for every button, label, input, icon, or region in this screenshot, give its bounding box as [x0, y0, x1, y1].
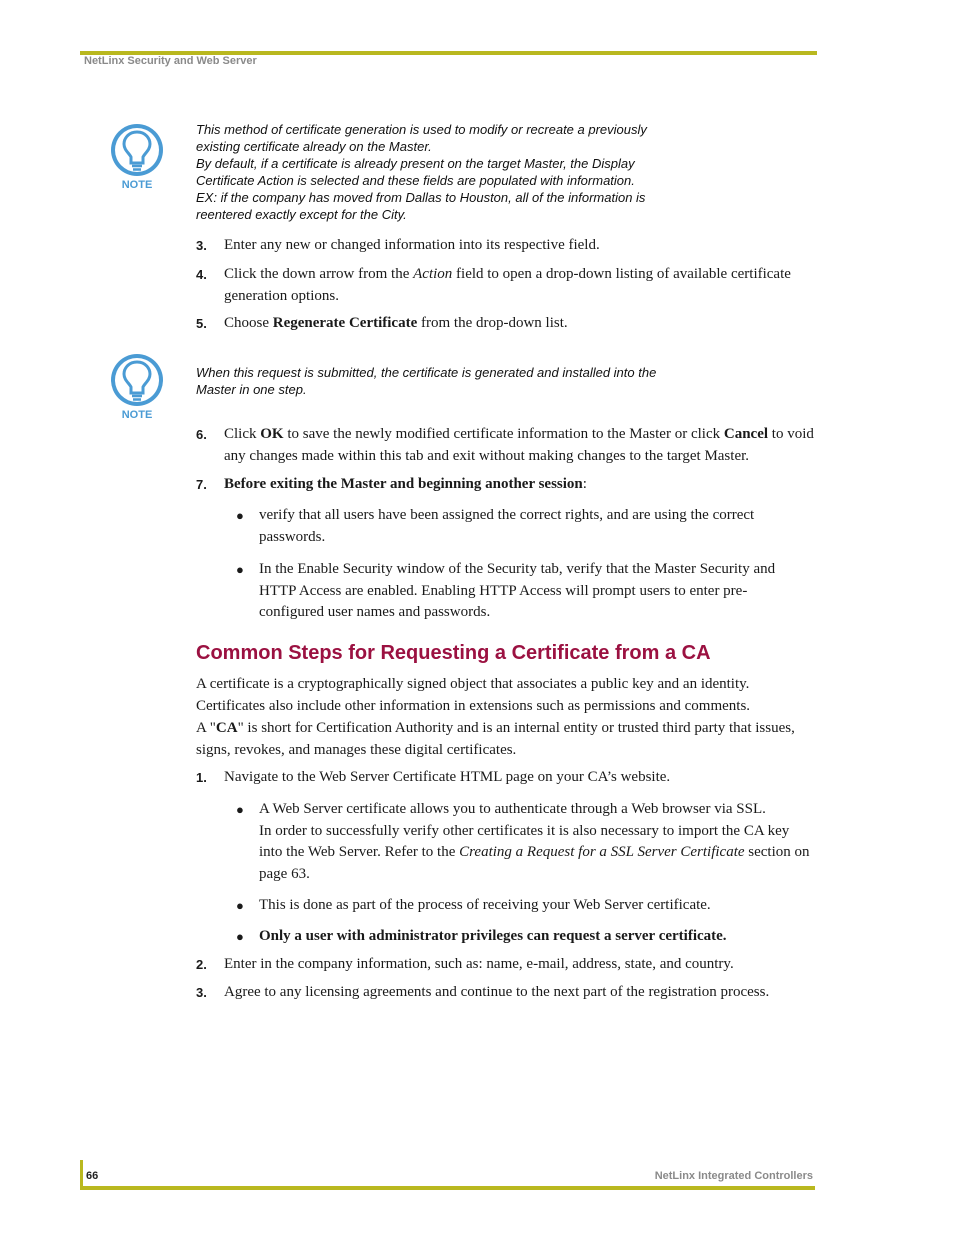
note-label: NOTE — [121, 409, 153, 421]
running-header: NetLinx Security and Web Server — [84, 55, 257, 67]
intro-paragraph-2: A "CA" is short for Certification Authority and is an internal entity or trusted third party that issues, signs, revokes, and manages these digital certificates. — [196, 720, 795, 758]
page-number: 66 — [86, 1170, 99, 1182]
step-7: 7. Before exiting the Master and beginning another session: — [196, 476, 587, 492]
bullet-dot-icon: ● — [236, 802, 244, 817]
step-3: 3. Enter any new or changed information into its respective field. — [196, 237, 600, 253]
lightbulb-note-icon — [108, 122, 166, 192]
step-b1: 1. Navigate to the Web Server Certificate HTML page on your CA’s website. — [196, 769, 671, 785]
note-text-2: When this request is submitted, the certificate is generated and installed into the Master in one step. — [196, 365, 657, 397]
note-text-1: This method of certificate generation is used to modify or recreate a previously existing certificate already on the Master. By default, if a certificate is already present on the target Master, the Display Certificate Action is selected and these fields are populated with information. EX: if the company has moved from Dallas to Houston, all of the information is reentered exactly except for the City. — [196, 122, 647, 222]
intro-paragraph-1: A certificate is a cryptographically signed object that associates a public key and an identity. Certificates also include other information in extensions such as permissions and comments. — [196, 676, 751, 714]
bullet-web-server-cert: ● A Web Server certificate allows you to authenticate through a Web browser via SSL. In order to successfully verify other certificates it is also necessary to import the CA key into the Web Server. Refer to the Creating a Request for a SSL Server Certificate section on page 63. — [236, 801, 810, 882]
running-footer: NetLinx Integrated Controllers — [654, 1170, 813, 1182]
note-label: NOTE — [121, 179, 153, 191]
lightbulb-note-icon — [108, 352, 166, 422]
footer-rule — [80, 1186, 815, 1190]
bullet-dot-icon: ● — [236, 929, 244, 944]
step-4: 4. Click the down arrow from the Action field to open a drop-down listing of available certificate generation options. — [196, 266, 791, 304]
bullet-verify-users: ● verify that all users have been assigned the correct rights, and are using the correct passwords. — [236, 507, 755, 545]
bullet-dot-icon: ● — [236, 508, 244, 523]
step-b2: 2. Enter in the company information, such as: name, e-mail, address, state, and country. — [196, 956, 734, 972]
step-b3: 3. Agree to any licensing agreements and continue to the next part of the registration process. — [196, 984, 770, 1000]
bullet-enable-security: ● In the Enable Security window of the Security tab, verify that the Master Security and HTTP Access are enabled. Enabling HTTP Access will prompt users to enter pre-configured user names and passwords. — [236, 561, 776, 620]
section-heading: Common Steps for Requesting a Certificate from a CA — [196, 642, 711, 664]
bullet-admin-only: ● Only a user with administrator privileges can request a server certificate. — [236, 926, 816, 948]
bullet-dot-icon: ● — [236, 898, 244, 913]
step-6: 6. Click OK to save the newly modified certificate information to the Master or click Cancel to void any changes made within this tab and exit without making changes to the target Master. — [196, 426, 814, 464]
bullet-receiving-process: ● This is done as part of the process of receiving your Web Server certificate. — [236, 895, 816, 917]
step-5: 5. Choose Regenerate Certificate from the drop-down list. — [196, 315, 568, 331]
bullet-dot-icon: ● — [236, 562, 244, 577]
